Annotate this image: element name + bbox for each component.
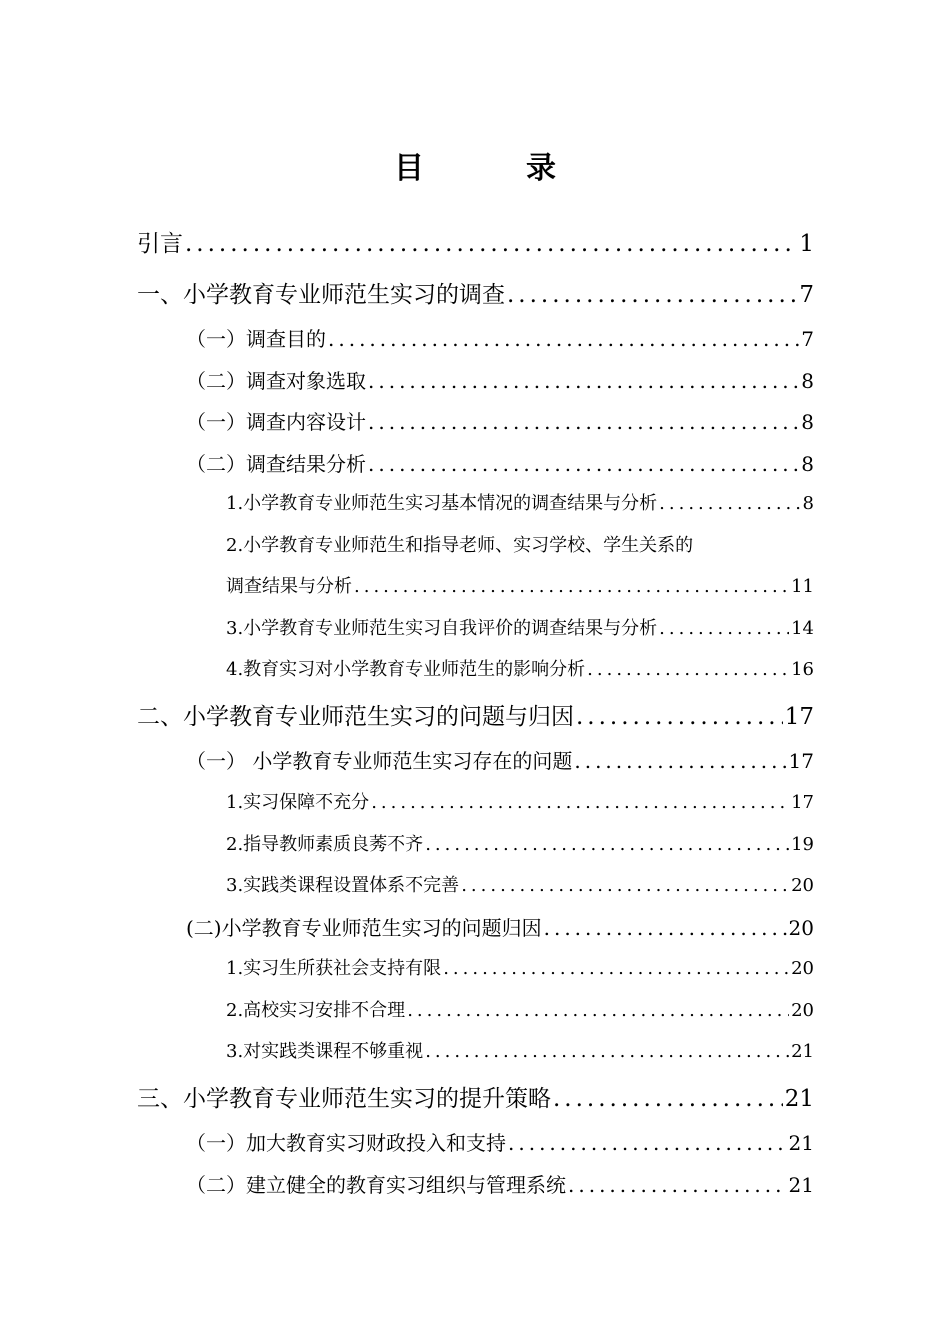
toc-page-number: 7 — [799, 282, 814, 308]
dot-leader — [443, 958, 789, 979]
toc-page-number: 20 — [791, 958, 814, 979]
dot-leader — [544, 916, 787, 940]
toc-page-number: 8 — [801, 369, 814, 393]
toc-entry-text: （二）建立健全的教育实习组织与管理系统 — [186, 1173, 566, 1197]
toc-entry-subsection-2-1-3[interactable] — [226, 871, 814, 897]
toc-page-number: 7 — [801, 327, 814, 351]
toc-page-number: 20 — [791, 1000, 814, 1021]
toc-entry-section-2-1[interactable] — [186, 745, 814, 774]
dot-leader — [659, 493, 800, 514]
toc-entry-subsection-1-4-1[interactable] — [226, 489, 814, 515]
toc-page-number: 8 — [801, 410, 814, 434]
toc-entry-text: 二、小学教育专业师范生实习的问题与归因 — [137, 704, 574, 730]
toc-entry-text: （二）调查对象选取 — [186, 369, 366, 393]
toc-entry-text: 调查结果与分析 — [226, 576, 352, 597]
toc-page-number: 17 — [791, 792, 814, 813]
toc-entry-text: 1.实习保障不充分 — [226, 792, 370, 813]
toc-page-number: 21 — [788, 1173, 814, 1197]
toc-page-number: 14 — [791, 618, 814, 639]
toc-entry-subsection-1-4-2-line-1[interactable] — [226, 531, 814, 557]
toc-entry-subsection-1-4-2-line-2[interactable] — [226, 572, 814, 598]
toc-entry-text: 3.实践类课程设置体系不完善 — [226, 875, 460, 896]
toc-entry-section-2-2[interactable] — [186, 912, 814, 941]
dot-leader — [328, 327, 799, 351]
toc-entry-section-1-4[interactable] — [186, 448, 814, 477]
dot-leader — [407, 1000, 789, 1021]
toc-entry-text: 4.教育实习对小学教育专业师范生的影响分析 — [226, 659, 586, 680]
toc-entry-chapter-2[interactable] — [137, 698, 814, 731]
toc-page-number: 11 — [791, 576, 814, 597]
toc-entry-section-3-1[interactable] — [186, 1127, 814, 1156]
dot-leader — [574, 749, 786, 773]
toc-entry-text: （二）调查结果分析 — [186, 452, 366, 476]
toc-entry-section-1-2[interactable] — [186, 365, 814, 394]
toc-page-number: 19 — [791, 834, 814, 855]
toc-entry-subsection-1-4-3[interactable] — [226, 614, 814, 640]
toc-entry-subsection-2-1-2[interactable] — [226, 830, 814, 856]
toc-page-number: 8 — [801, 452, 814, 476]
dot-leader — [354, 576, 789, 597]
dot-leader — [368, 369, 799, 393]
toc-page-number: 16 — [791, 659, 814, 680]
toc-entry-text: 三、小学教育专业师范生实习的提升策略 — [137, 1086, 551, 1112]
toc-entry-chapter-1[interactable] — [137, 276, 814, 309]
toc-entry-text: （一）调查目的 — [186, 327, 326, 351]
toc-entry-text: (二)小学教育专业师范生实习的问题归因 — [186, 916, 542, 940]
toc-entry-section-1-3[interactable] — [186, 406, 814, 435]
toc-entry-text: 1.实习生所获社会支持有限 — [226, 958, 442, 979]
dot-leader — [368, 452, 799, 476]
toc-page-number: 21 — [784, 1086, 814, 1112]
dot-leader — [425, 1041, 789, 1062]
toc-entry-subsection-1-4-4[interactable] — [226, 655, 814, 681]
dot-leader — [576, 704, 783, 730]
toc-entry-text: 引言 — [137, 231, 183, 257]
dot-leader — [507, 282, 797, 308]
dot-leader — [553, 1086, 783, 1112]
toc-page-number: 20 — [788, 916, 814, 940]
toc-entry-text: 1.小学教育专业师范生实习基本情况的调查结果与分析 — [226, 493, 658, 514]
toc-page-number: 21 — [788, 1131, 814, 1155]
dot-leader — [659, 618, 789, 639]
toc-entry-text: （一）加大教育实习财政投入和支持 — [186, 1131, 506, 1155]
toc-entry-section-1-1[interactable] — [186, 323, 814, 352]
dot-leader — [461, 875, 789, 896]
toc-entry-chapter-3[interactable] — [137, 1080, 814, 1113]
toc-entry-subsection-2-2-3[interactable] — [226, 1037, 814, 1063]
toc-entry-subsection-2-2-1[interactable] — [226, 954, 814, 980]
toc-page-number: 1 — [799, 231, 814, 257]
toc-entry-text: 2.指导教师素质良莠不齐 — [226, 834, 424, 855]
toc-page-number: 8 — [802, 493, 814, 514]
toc-entry-text: 3.对实践类课程不够重视 — [226, 1041, 424, 1062]
toc-entry-text: 一、小学教育专业师范生实习的调查 — [137, 282, 505, 308]
toc-page-number: 20 — [791, 875, 814, 896]
dot-leader — [185, 231, 797, 257]
dot-leader — [368, 410, 799, 434]
toc-entry-subsection-2-1-1[interactable] — [226, 788, 814, 814]
dot-leader — [587, 659, 789, 680]
toc-entry-text: 3.小学教育专业师范生实习自我评价的调查结果与分析 — [226, 618, 658, 639]
toc-entry-section-3-2[interactable] — [186, 1169, 814, 1198]
toc-entry-text: 2.小学教育专业师范生和指导老师、实习学校、学生关系的 — [226, 535, 694, 556]
dot-leader — [508, 1131, 787, 1155]
toc-title: 目 录 — [394, 151, 592, 186]
toc-entry-text: （一）调查内容设计 — [186, 410, 366, 434]
toc-page-number: 21 — [791, 1041, 814, 1062]
toc-page-number: 17 — [784, 704, 814, 730]
dot-leader — [371, 792, 789, 813]
toc-entry-intro[interactable] — [137, 225, 814, 258]
toc-page-number: 17 — [788, 749, 814, 773]
toc-entry-subsection-2-2-2[interactable] — [226, 996, 814, 1022]
toc-entry-text: 2.高校实习安排不合理 — [226, 1000, 406, 1021]
dot-leader — [568, 1173, 787, 1197]
toc-entry-text: （一） 小学教育专业师范生实习存在的问题 — [186, 749, 573, 773]
dot-leader — [425, 834, 789, 855]
